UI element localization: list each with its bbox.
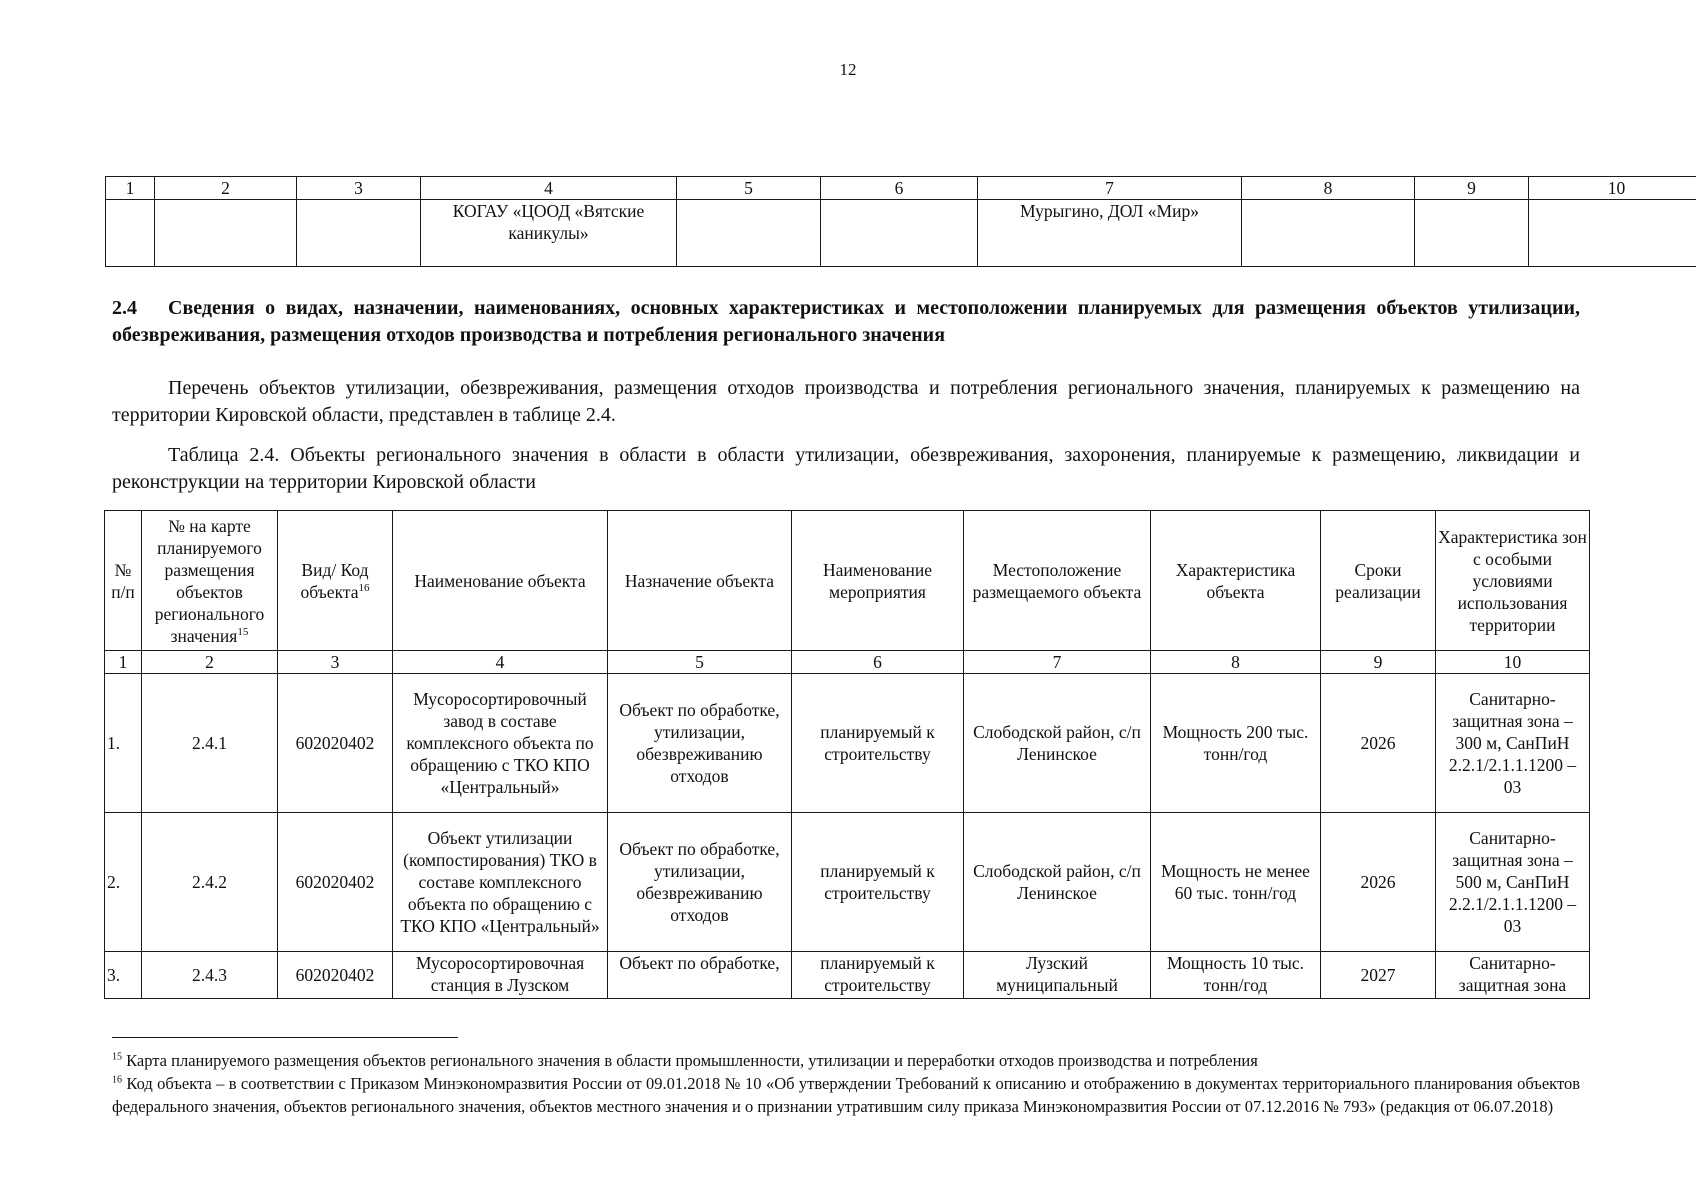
continuation-table [105, 176, 1696, 267]
footnote-ref: 16 [358, 581, 370, 594]
col-number: 5 [608, 651, 792, 674]
event-name: планируемый к строительству [792, 813, 964, 952]
object-name-cell: КОГАУ «ЦООД «Вятские каникулы» [421, 200, 677, 267]
footnote-mark: 16 [112, 1074, 122, 1086]
header-cell: Наименование объекта [393, 511, 608, 651]
header-cell: Назначение объекта [608, 511, 792, 651]
header-cell [142, 511, 278, 651]
empty-cell [106, 200, 155, 267]
table-row [105, 952, 1590, 999]
objects-table [104, 510, 1590, 999]
header-cell: Сроки реализации [1321, 511, 1436, 651]
implementation-term: 2026 [1321, 813, 1436, 952]
empty-cell [155, 200, 297, 267]
map-number: 2.4.1 [142, 674, 278, 813]
col-number: 9 [1415, 177, 1529, 200]
location-cell: Мурыгино, ДОЛ «Мир» [978, 200, 1242, 267]
event-name: планируемый к строительству [792, 674, 964, 813]
col-number: 10 [1436, 651, 1590, 674]
footnote-divider [112, 1037, 458, 1038]
col-number: 6 [821, 177, 978, 200]
table-row [106, 200, 1696, 267]
empty-cell [297, 200, 421, 267]
col-number: 7 [964, 651, 1151, 674]
table-row [105, 674, 1590, 813]
header-cell: Наименование мероприятия [792, 511, 964, 651]
col-number: 4 [421, 177, 677, 200]
empty-cell [1242, 200, 1415, 267]
col-number: 3 [297, 177, 421, 200]
header-cell: Характеристика зон с особыми условиями использования территории [1436, 511, 1590, 651]
object-characteristic: Мощность 200 тыс. тонн/год [1151, 674, 1321, 813]
header-text: № на карте планируемого размещения объектов регионального значения [154, 515, 265, 646]
zone-characteristic: Санитарно-защитная зона – 500 м, СанПиН 2.2.1/2.1.1.1200 – 03 [1436, 813, 1590, 952]
object-purpose: Объект по обработке, утилизации, обезвреживанию отходов [608, 674, 792, 813]
empty-cell [821, 200, 978, 267]
object-characteristic: Мощность не менее 60 тыс. тонн/год [1151, 813, 1321, 952]
empty-cell [677, 200, 821, 267]
object-purpose: Объект по обработке, [608, 952, 792, 999]
event-name: планируемый к строительству [792, 952, 964, 999]
col-number: 9 [1321, 651, 1436, 674]
footnote-mark: 15 [112, 1051, 122, 1063]
col-number: 8 [1242, 177, 1415, 200]
header-cell: Местоположение размещаемого объекта [964, 511, 1151, 651]
object-location: Слободской район, с/п Ленинское [964, 813, 1151, 952]
object-purpose: Объект по обработке, утилизации, обезвреживанию отходов [608, 813, 792, 952]
section-number: 2.4 [112, 297, 137, 319]
section-heading [112, 295, 1580, 349]
empty-cell [1529, 200, 1696, 267]
row-number: 2. [105, 813, 142, 952]
table-caption: Таблица 2.4. Объекты регионального значения в области в области утилизации, обезвреживания, захоронения, планируемые к размещению, ликвидации и реконструкции на территории Кировской области [112, 444, 1580, 493]
col-number: 5 [677, 177, 821, 200]
table-header-row [105, 511, 1590, 651]
footnotes [112, 1049, 1580, 1118]
row-number: 3. [105, 952, 142, 999]
header-cell: № п/п [105, 511, 142, 651]
object-name: Мусоросортировочный завод в составе комплексного объекта по обращению с ТКО КПО «Центральный» [393, 674, 608, 813]
object-code: 602020402 [278, 674, 393, 813]
implementation-term: 2027 [1321, 952, 1436, 999]
col-number: 6 [792, 651, 964, 674]
column-number-row [105, 651, 1590, 674]
col-number: 1 [105, 651, 142, 674]
object-location: Лузский муниципальный [964, 952, 1151, 999]
col-number: 2 [142, 651, 278, 674]
footnote [112, 1049, 1580, 1072]
map-number: 2.4.3 [142, 952, 278, 999]
map-number: 2.4.2 [142, 813, 278, 952]
col-number: 2 [155, 177, 297, 200]
col-number: 1 [106, 177, 155, 200]
section-title: Сведения о видах, назначении, наименованиях, основных характеристиках и местоположении планируемых для размещения объектов утилизации, обезвреживания, размещения отходов производства и потребления регионального значения [112, 297, 1580, 346]
header-cell [278, 511, 393, 651]
col-number: 10 [1529, 177, 1696, 200]
object-name: Объект утилизации (компостирования) ТКО в составе комплексного объекта по обращению с ТКО КПО «Центральный» [393, 813, 608, 952]
object-code: 602020402 [278, 813, 393, 952]
zone-characteristic: Санитарно-защитная зона – 300 м, СанПиН 2.2.1/2.1.1.1200 – 03 [1436, 674, 1590, 813]
object-name: Мусоросортировочная станция в Лузском [393, 952, 608, 999]
page-number: 12 [839, 60, 857, 79]
zone-characteristic: Санитарно-защитная зона [1436, 952, 1590, 999]
col-number: 8 [1151, 651, 1321, 674]
footnote-text: Код объекта – в соответствии с Приказом Минэкономразвития России от 09.01.2018 № 10 «Об утверждении Требований к описанию и отображению в документах территориального планирования объектов федерального значения, объектов регионального значения, объектов местного значения и о признании утратившим силу приказа Минэкономразвития России от 07.12.2016 № 793» (редакция от 06.07.2018) [112, 1074, 1580, 1116]
object-characteristic: Мощность 10 тыс. тонн/год [1151, 952, 1321, 999]
row-number: 1. [105, 674, 142, 813]
intro-paragraph: Перечень объектов утилизации, обезвреживания, размещения отходов производства и потребления регионального значения, планируемых к размещению на территории Кировской области, представлен в таблице 2.4. [112, 377, 1580, 426]
table-row [105, 813, 1590, 952]
footnote-ref: 15 [237, 625, 249, 638]
col-number: 7 [978, 177, 1242, 200]
empty-cell [1415, 200, 1529, 267]
header-text: Вид/ Код объекта [300, 559, 369, 602]
column-number-row [106, 177, 1696, 200]
col-number: 4 [393, 651, 608, 674]
col-number: 3 [278, 651, 393, 674]
object-location: Слободской район, с/п Ленинское [964, 674, 1151, 813]
footnote [112, 1072, 1580, 1118]
object-code: 602020402 [278, 952, 393, 999]
implementation-term: 2026 [1321, 674, 1436, 813]
footnote-text: Карта планируемого размещения объектов регионального значения в области промышленности, утилизации и переработки отходов производства и потребления [122, 1051, 1258, 1070]
header-cell: Характеристика объекта [1151, 511, 1321, 651]
